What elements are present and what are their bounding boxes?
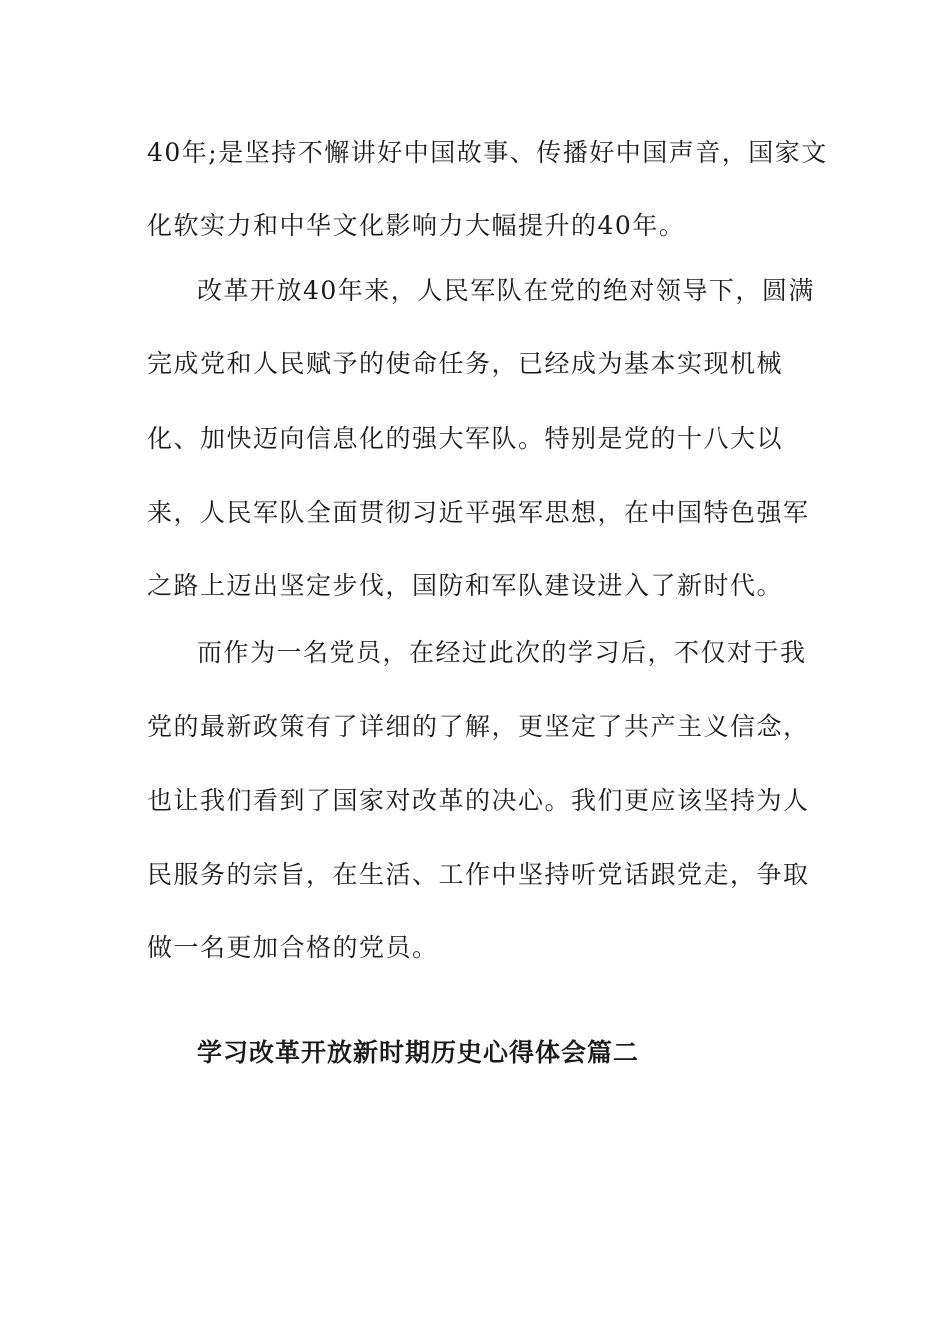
text-line: 也让我们看到了国家对改革的决心。我们更应该坚持为人 [147,786,810,815]
section-heading: 学习改革开放新时期历史心得体会篇二 [197,1038,640,1067]
text-line: 化、加快迈向信息化的强大军队。特别是党的十八大以 [147,424,784,453]
text-line: 而作为一名党员，在经过此次的学习后，不仅对于我 [197,638,807,667]
text-line: 化软实力和中华文化影响力大幅提升的40年。 [147,211,686,240]
text-line: 改革开放40年来，人民军队在党的绝对领导下，圆满 [197,276,815,305]
text-line: 做一名更加合格的党员。 [147,933,439,962]
text-line: 40年;是坚持不懈讲好中国故事、传播好中国声音，国家文 [147,138,828,167]
text-line: 党的最新政策有了详细的了解，更坚定了共产主义信念， [147,712,810,741]
text-line: 完成党和人民赋予的使命任务，已经成为基本实现机械 [147,349,784,378]
text-line: 民服务的宗旨，在生活、工作中坚持听党话跟党走，争取 [147,860,810,889]
text-line: 来，人民军队全面贯彻习近平强军思想，在中国特色强军 [147,498,810,527]
text-line: 之路上迈出坚定步伐，国防和军队建设进入了新时代。 [147,571,784,600]
